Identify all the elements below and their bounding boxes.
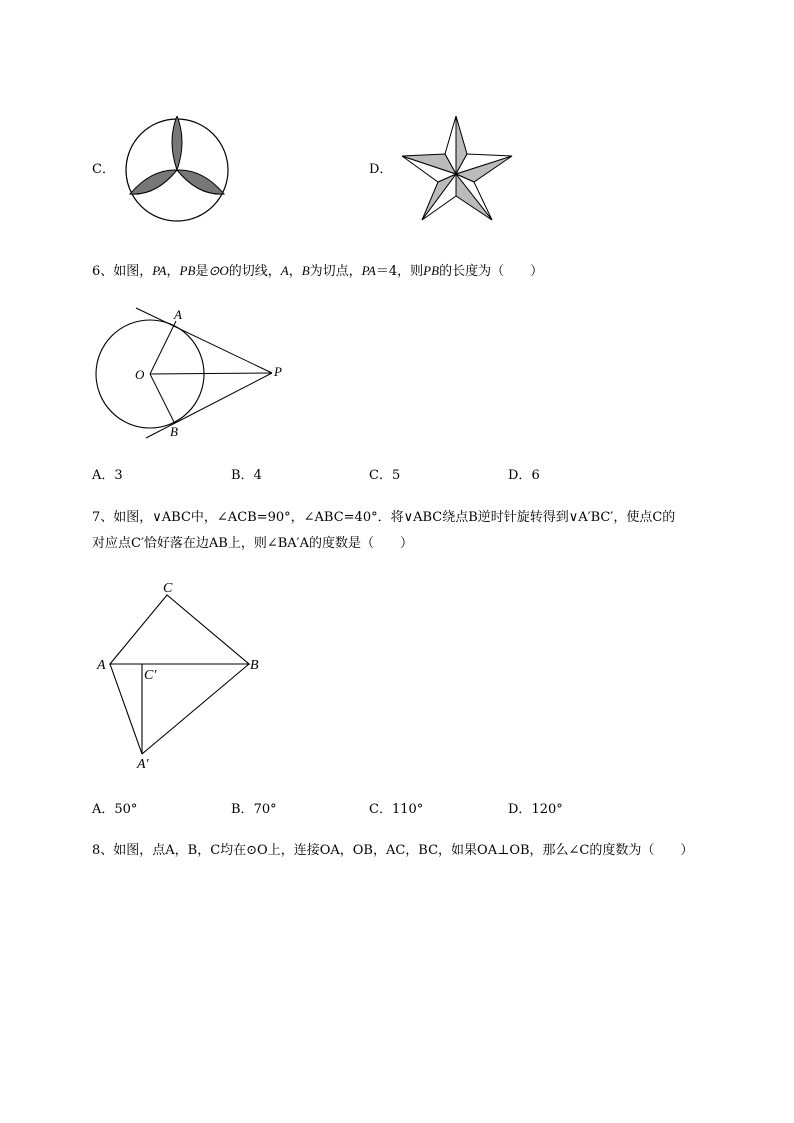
q7-option-c: C．110° [369, 802, 424, 817]
q6-number: 6、 [92, 264, 114, 279]
q6-figure [90, 304, 300, 444]
q6-fig-label-a: A [174, 307, 182, 322]
q6-ask: 的长度为（ ） [439, 264, 544, 279]
q7-fig-label-b: B [250, 658, 259, 673]
q5-option-d-label: D． [369, 162, 393, 177]
q7-figure [92, 578, 272, 773]
q6-fig-label-o: O [135, 367, 145, 382]
q6-sep1: ， [166, 264, 180, 279]
q6-point-a: A [280, 263, 289, 278]
q6-sep2: ， [288, 264, 302, 279]
q6-pa-eq: PA [361, 263, 376, 278]
q6-stem-intro: 如图， [113, 264, 153, 279]
q7-stem-line1: 7、如图，∨ABC中，∠ACB=90°，∠ABC=40°．将∨ABC绕点B逆时针旋转得到∨A′BC′，使点C的 [92, 510, 676, 525]
q6-tangent-points: 为切点， [309, 264, 362, 279]
q6-pb2: PB [423, 263, 440, 278]
q5-option-c-figure [123, 116, 231, 224]
q6-point-b: B [301, 263, 310, 278]
q7-fig-label-c: C [163, 581, 173, 596]
q7-option-d: D．120° [508, 802, 563, 817]
q6-stem [92, 262, 543, 281]
q8-stem-line1: 8、如图，点A，B，C均在⊙O上，连接OA，OB，AC，BC，如果OA⊥OB，那么∠C的度数为（ ） [92, 843, 694, 858]
q6-eq4: ＝4，则 [375, 264, 424, 279]
q6-tangent: 的切线， [228, 264, 281, 279]
q6-fig-label-b: B [170, 424, 178, 439]
q7-fig-label-a-prime: A′ [137, 757, 149, 772]
q6-option-a: A．3 [92, 468, 123, 483]
q6-option-d: D．6 [508, 468, 540, 483]
q7-fig-label-c-prime: C′ [144, 668, 157, 683]
q7-option-a: A．50° [92, 802, 138, 817]
q5-option-d-figure [398, 112, 518, 224]
q6-option-b: B．4 [231, 468, 262, 483]
q5-option-c-label: C． [92, 162, 115, 177]
q6-option-c: C．5 [369, 468, 401, 483]
q6-is: 是 [195, 264, 209, 279]
q7-fig-label-a: A [97, 658, 106, 673]
q6-pa: PA [152, 263, 167, 278]
q6-fig-label-p: P [274, 364, 282, 379]
q6-circle-o: ⊙O [208, 263, 229, 278]
q6-pb: PB [179, 263, 196, 278]
q7-option-b: B．70° [231, 802, 277, 817]
q7-stem-line2: 对应点C′恰好落在边AB上，则∠BA′A的度数是（ ） [92, 536, 414, 551]
